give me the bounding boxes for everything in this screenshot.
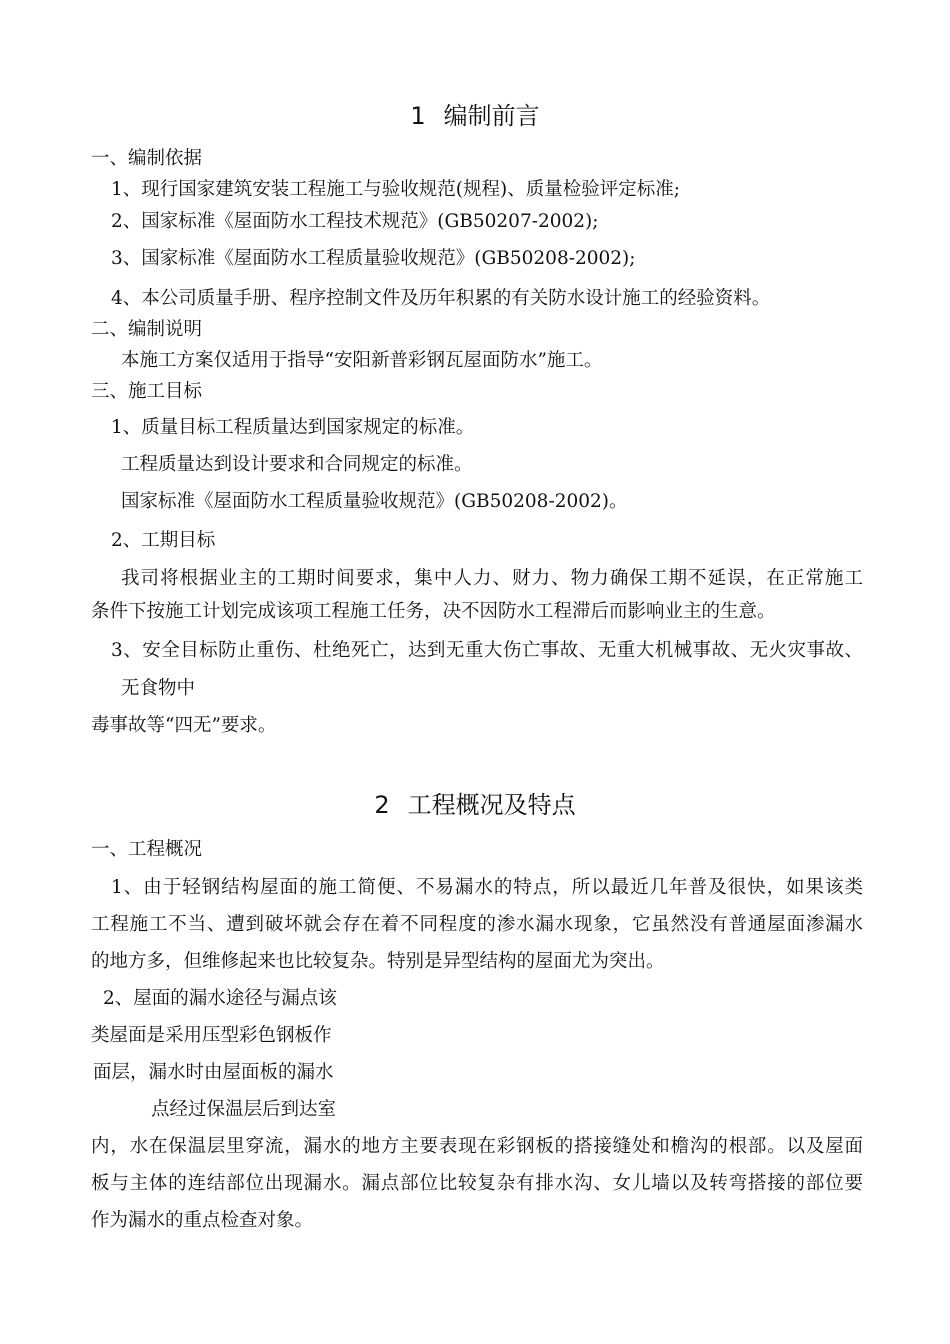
paragraph-line: 2、工期目标 — [111, 530, 216, 551]
paragraph-line: 的地方多，但维修起来也比较复杂。特别是异型结构的屋面尤为突出。 — [91, 951, 665, 972]
paragraph-line: 1、质量目标工程质量达到国家规定的标准。 — [111, 417, 475, 438]
section-title: 编制前言 — [443, 102, 540, 130]
section-heading — [0, 100, 950, 132]
paragraph-line: 我司将根据业主的工期时间要求，集中人力、财力、物力确保工期不延误，在正常施工 — [121, 568, 863, 589]
paragraph-line: 工程质量达到设计要求和合同规定的标准。 — [121, 454, 473, 475]
paragraph-line: 无食物中 — [121, 678, 196, 699]
subheading: 一、编制依据 — [91, 148, 203, 169]
paragraph-line: 面层，漏水时由屋面板的漏水 — [93, 1062, 334, 1083]
subheading: 一、工程概况 — [91, 839, 203, 860]
paragraph-line: 2、屋面的漏水途径与漏点该 — [103, 988, 337, 1009]
paragraph-line: 类屋面是采用压型彩色钢板作 — [91, 1025, 332, 1046]
subheading: 二、编制说明 — [91, 319, 203, 340]
paragraph-line: 条件下按施工计划完成该项工程施工任务，决不因防水工程滞后而影响业主的生意。 — [91, 601, 776, 622]
paragraph-line: 4、本公司质量手册、程序控制文件及历年积累的有关防水设计施工的经验资料。 — [111, 288, 771, 309]
paragraph-line: 内，水在保温层里穿流，漏水的地方主要表现在彩钢板的搭接缝处和檐沟的根部。以及屋面 — [91, 1136, 863, 1157]
paragraph-line: 1、现行国家建筑安装工程施工与验收规范(规程)、质量检验评定标准; — [111, 179, 680, 200]
section-title: 工程概况及特点 — [407, 791, 576, 819]
paragraph-line: 国家标准《屋面防水工程质量验收规范》(GB50208-2002)。 — [121, 491, 628, 512]
paragraph-line: 3、国家标准《屋面防水工程质量验收规范》(GB50208-2002); — [111, 248, 636, 269]
section-heading — [0, 789, 950, 821]
paragraph-line: 板与主体的连结部位出现漏水。漏点部位比较复杂有排水沟、女儿墙以及转弯搭接的部位要 — [91, 1173, 863, 1194]
paragraph-line: 本施工方案仅适用于指导“安阳新普彩钢瓦屋面防水”施工。 — [121, 350, 603, 371]
paragraph-line: 作为漏水的重点检查对象。 — [91, 1210, 314, 1231]
section-number: 1 — [410, 102, 426, 130]
paragraph-line: 毒事故等“四无”要求。 — [91, 715, 277, 736]
section-number: 2 — [374, 791, 390, 819]
paragraph-line: 工程施工不当、遭到破坏就会存在着不同程度的渗水漏水现象，它虽然没有普通屋面渗漏水 — [91, 914, 863, 935]
subheading: 三、施工目标 — [91, 381, 203, 402]
paragraph-line: 2、国家标准《屋面防水工程技术规范》(GB50207-2002); — [111, 211, 599, 232]
paragraph-line: 1、由于轻钢结构屋面的施工简便、不易漏水的特点，所以最近几年普及很快，如果该类 — [111, 877, 863, 898]
paragraph-line: 点经过保温层后到达室 — [151, 1099, 337, 1120]
paragraph-line: 3、安全目标防止重伤、杜绝死亡，达到无重大伤亡事故、无重大机械事故、无火灾事故、 — [111, 640, 863, 661]
